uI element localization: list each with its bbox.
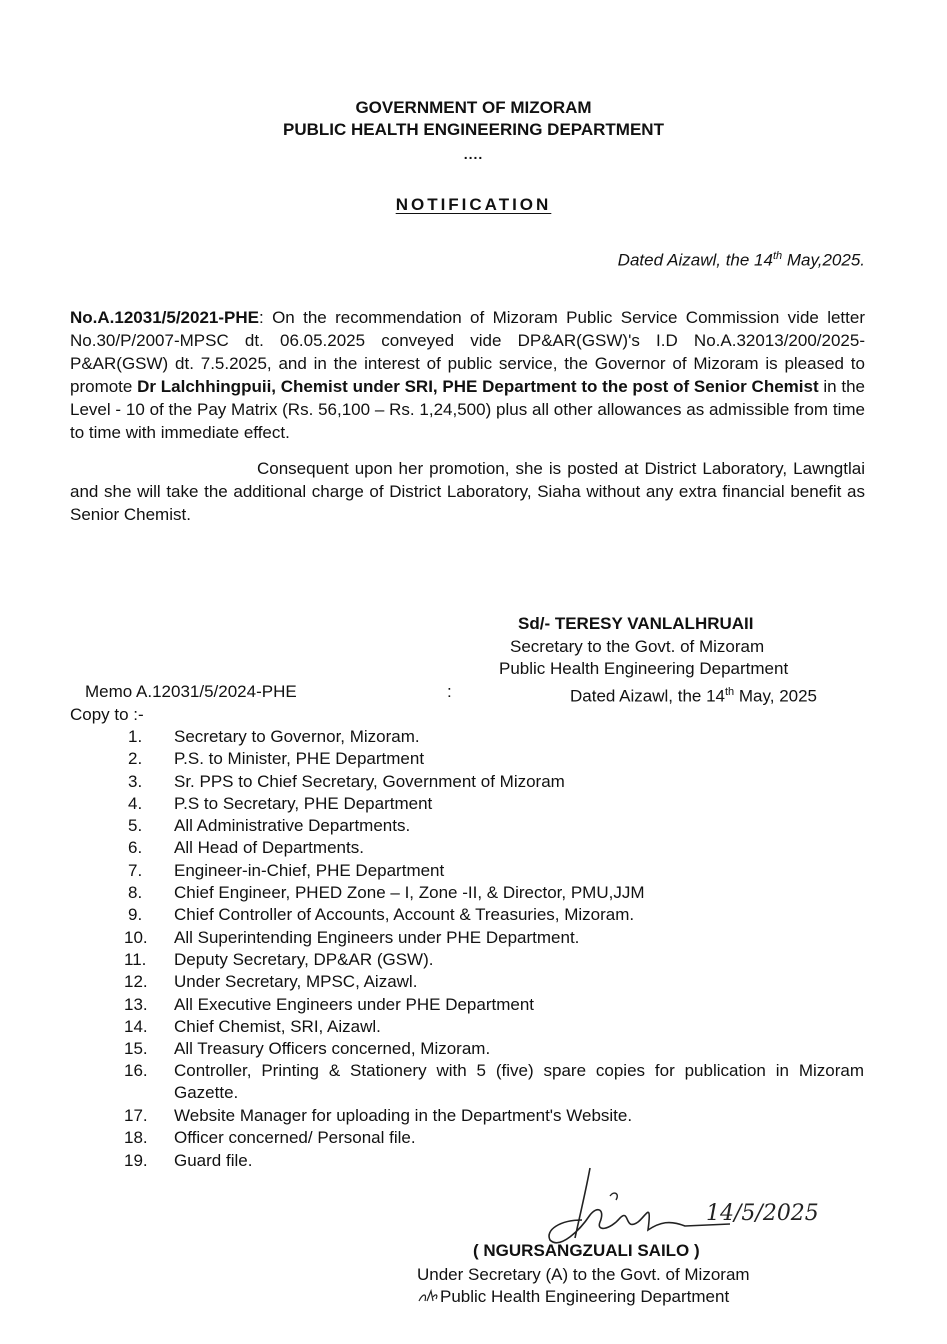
list-item <box>70 882 870 904</box>
list-item <box>70 1060 870 1105</box>
notification-title <box>0 195 947 215</box>
memo-ref: Memo A.12031/5/2024-PHE <box>85 682 297 701</box>
signatory1-designation: Secretary to the Govt. of Mizoram <box>510 637 765 656</box>
list-item-text: P.S to Secretary, PHE Department <box>174 793 433 813</box>
list-item <box>70 793 870 815</box>
list-item <box>70 748 870 770</box>
list-item-number: 19. <box>124 1150 148 1170</box>
header-department: PUBLIC HEALTH ENGINEERING DEPARTMENT <box>283 120 664 139</box>
signatory2-designation: Under Secretary (A) to the Govt. of Mizoram <box>417 1265 750 1284</box>
signatory2-department: Public Health Engineering Department <box>440 1287 730 1306</box>
list-item-text: Under Secretary, MPSC, Aizawl. <box>174 972 418 992</box>
signatory2-name: ( NGURSANGZUALI SAILO ) <box>473 1241 700 1260</box>
header-government: GOVERNMENT OF MIZORAM <box>355 98 592 117</box>
list-item-number: 1. <box>128 727 143 746</box>
header-dots: .... <box>463 146 484 162</box>
list-item-text: Guard file. <box>174 1150 253 1170</box>
handwritten-date: 14/5/2025 <box>706 1201 819 1226</box>
handwritten-signature <box>520 1160 840 1250</box>
list-item <box>70 815 870 837</box>
list-item-number: 5. <box>128 816 143 836</box>
notification-ref: No.A.12031/5/2021-PHE <box>70 308 259 327</box>
date-prefix: Dated Aizawl, the 14 <box>617 250 773 270</box>
list-item-text: All Executive Engineers under PHE Department <box>174 994 535 1014</box>
list-item-text: Controller, Printing & Stationery with 5 (five) spare copies for publication in Mizoram Gazette. <box>174 1061 864 1103</box>
list-item-text: Deputy Secretary, DP&AR (GSW). <box>174 949 434 969</box>
list-item-number: 4. <box>128 793 143 813</box>
list-item-number: 13. <box>124 994 148 1014</box>
list-item-number: 10. <box>124 927 148 947</box>
list-item <box>70 726 870 748</box>
list-item-text: All Treasury Officers concerned, Mizoram. <box>174 1039 491 1059</box>
list-item <box>70 904 870 926</box>
list-item-text: All Head of Departments. <box>174 838 364 858</box>
list-item-text: Website Manager for uploading in the Department's Website. <box>174 1106 633 1126</box>
notification-date <box>618 250 865 271</box>
list-item-text: P.S. to Minister, PHE Department <box>174 749 425 769</box>
list-item-text: All Superintending Engineers under PHE Department. <box>174 927 580 947</box>
signatory1-department: Public Health Engineering Department <box>499 659 789 678</box>
copy-to-label: Copy to :- <box>70 705 144 724</box>
list-item <box>70 994 870 1016</box>
memo-date-sup: th <box>724 686 735 698</box>
memo-date-suffix: May, 2025 <box>734 686 818 706</box>
list-item-text: Secretary to Governor, Mizoram. <box>174 727 420 746</box>
list-item-number: 11. <box>124 949 147 969</box>
list-item-number: 6. <box>128 838 143 858</box>
date-suffix: May,2025. <box>782 250 865 270</box>
list-item-text: Officer concerned/ Personal file. <box>174 1128 416 1148</box>
list-item-number: 7. <box>128 860 143 880</box>
list-item-number: 15. <box>124 1039 148 1059</box>
list-item-text: Sr. PPS to Chief Secretary, Government of Mizoram <box>174 771 565 791</box>
notification-para2: Consequent upon her promotion, she is posted at District Laboratory, Lawngtlai and she will take the additional charge of District Laboratory, Siaha without any extra financial benefit as Senior Chemist. <box>70 459 865 524</box>
list-item-text: Chief Controller of Accounts, Account & Treasuries, Mizoram. <box>174 905 635 925</box>
list-item-number: 2. <box>128 749 143 769</box>
list-item-text: Chief Engineer, PHED Zone – I, Zone -II, & Director, PMU,JJM <box>174 883 645 903</box>
notification-text-2: in the Level - 10 of the Pay Matrix (Rs. 56,100 – Rs. 1,24,500) plus all other allowances as admissible from time to time with immediate effect. <box>70 377 865 442</box>
list-item-number: 17. <box>124 1106 148 1126</box>
list-item <box>70 927 870 949</box>
list-item <box>70 971 870 993</box>
list-item-text: Engineer-in-Chief, PHE Department <box>174 860 445 880</box>
list-item <box>70 860 870 882</box>
memo-date <box>570 681 817 708</box>
list-item-number: 12. <box>124 972 148 992</box>
list-item <box>70 1038 870 1060</box>
notification-bold: Dr Lalchhingpuii, Chemist under SRI, PHE Department to the post of Senior Chemist <box>137 377 819 396</box>
memo-date-prefix: Dated Aizawl, the 14 <box>570 686 725 706</box>
initials-mark <box>417 1287 439 1305</box>
list-item <box>70 837 870 859</box>
list-item-number: 18. <box>124 1128 148 1148</box>
signatory1-name: Sd/- TERESY VANLALHRUAII <box>518 614 754 633</box>
list-item-number: 14. <box>124 1016 148 1036</box>
list-item <box>70 1105 870 1127</box>
memo-colon: : <box>447 682 452 701</box>
list-item-number: 3. <box>128 771 143 791</box>
list-item-number: 8. <box>128 883 143 903</box>
list-item-number: 16. <box>124 1061 148 1081</box>
copy-list <box>70 726 870 1172</box>
notification-body <box>70 306 865 444</box>
list-item-text: All Administrative Departments. <box>174 816 411 836</box>
list-item <box>70 949 870 971</box>
list-item <box>70 1016 870 1038</box>
list-item <box>70 771 870 793</box>
list-item <box>70 1127 870 1149</box>
date-sup: th <box>772 250 783 262</box>
notification-title-text: NOTIFICATION <box>395 195 552 214</box>
list-item-number: 9. <box>128 905 143 925</box>
notification-text-1: : On the recommendation of Mizoram Public Service Commission vide letter No.30/P/2007-MPSC dt. 06.05.2025 conveyed vide DP&AR(GSW)'s I.D No.A.32013/200/2025- P&AR(GSW) dt. 7.5.2025, and in the interest of public service, the Governor of Mizoram is pleased to promote <box>70 308 865 396</box>
list-item-text: Chief Chemist, SRI, Aizawl. <box>174 1016 381 1036</box>
